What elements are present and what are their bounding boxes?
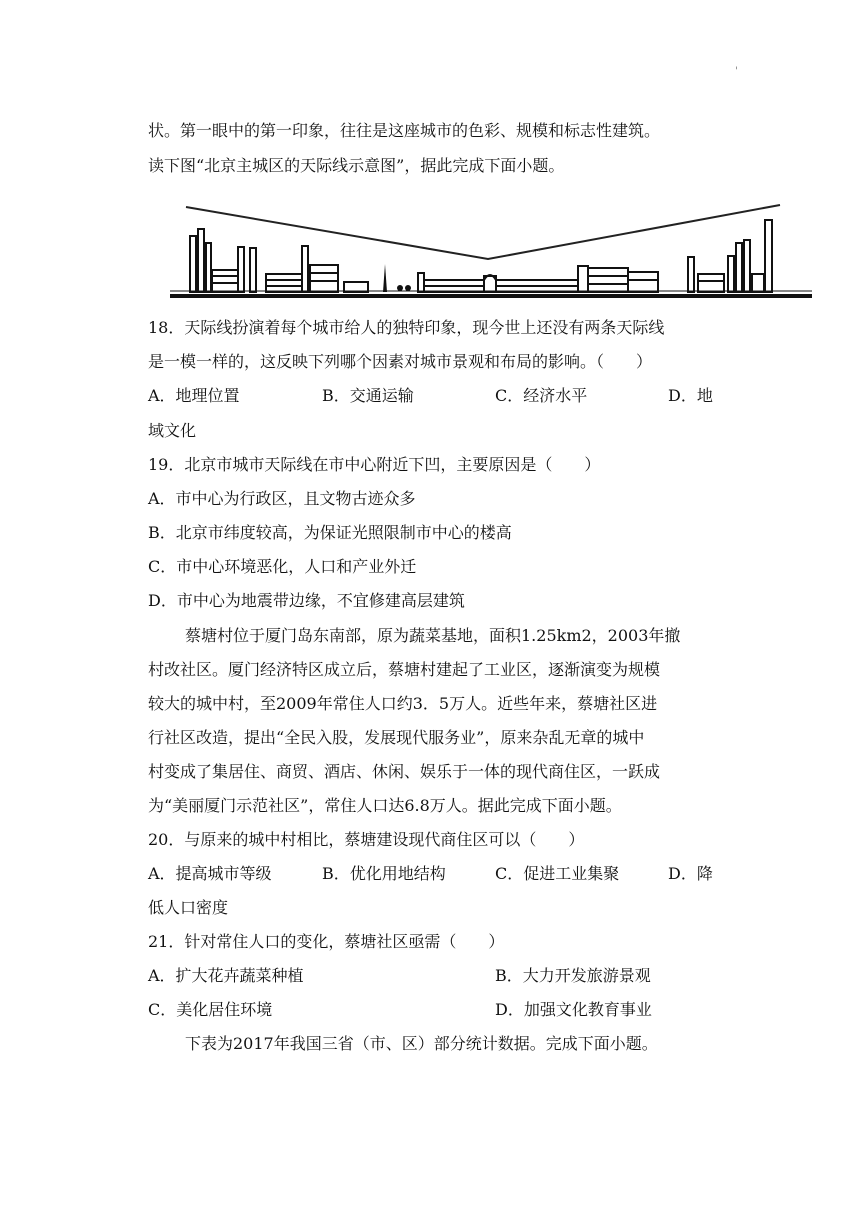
q20-option-c[interactable]: C．促进工业集聚 [495,864,620,883]
q21-option-a[interactable]: A．扩大花卉蔬菜种植 [148,966,304,985]
q19-option-d[interactable]: D．市中心为地震带边缘，不宜修建高层建筑 [148,591,465,610]
closing-line: 下表为2017年我国三省（市、区）部分统计数据。完成下面小题。 [185,1034,658,1053]
passage-line-4: 行社区改造，提出“全民入股，发展现代服务业”，原来杂乱无章的城中 [148,728,645,747]
q18-stem-line-1: 18．天际线扮演着每个城市给人的独特印象，现今世上还没有两条天际线 [148,318,665,337]
intro-line-1: 状。第一眼中的第一印象，往往是这座城市的色彩、规模和标志性建筑。 [148,121,661,140]
q18-option-d[interactable]: D．地 [668,386,713,405]
q20-stem: 20．与原来的城中村相比，蔡塘建设现代商住区可以（ ） [148,830,585,849]
q20-option-a[interactable]: A．提高城市等级 [148,864,272,883]
passage-line-2: 村改社区。厦门经济特区成立后，蔡塘村建起了工业区，逐渐演变为规模 [148,660,661,679]
q21-option-c[interactable]: C．美化居住环境 [148,1000,273,1019]
q21-option-b[interactable]: B．大力开发旅游景观 [495,966,651,985]
q19-option-c[interactable]: C．市中心环境恶化，人口和产业外迁 [148,557,417,576]
intro-line-2: 读下图“北京主城区的天际线示意图”，据此完成下面小题。 [148,156,565,175]
beijing-skyline-figure [168,198,814,300]
q18-stem-line-2: 是一模一样的，这反映下列哪个因素对城市景观和布局的影响。（ ） [148,352,653,371]
q18-option-c[interactable]: C．经济水平 [495,386,588,405]
q18-option-b[interactable]: B．交通运输 [322,386,414,405]
q20-option-d-wrap: 低人口密度 [148,898,229,917]
page-mark: ' [735,66,738,77]
q19-option-b[interactable]: B．北京市纬度较高，为保证光照限制市中心的楼高 [148,523,512,542]
q21-option-d[interactable]: D．加强文化教育事业 [495,1000,652,1019]
q18-option-d-wrap: 域文化 [148,421,197,440]
q18-option-a[interactable]: A．地理位置 [148,386,240,405]
q20-option-d[interactable]: D．降 [668,864,713,883]
q21-stem: 21．针对常住人口的变化，蔡塘社区亟需（ ） [148,932,505,951]
passage-line-3: 较大的城中村，至2009年常住人口约3．5万人。近些年来，蔡塘社区进 [148,694,658,713]
passage-line-1: 蔡塘村位于厦门岛东南部，原为蔬菜基地，面积1.25km2，2003年撤 [185,626,681,645]
q19-option-a[interactable]: A．市中心为行政区，且文物古迹众多 [148,489,416,508]
passage-line-5: 村变成了集居住、商贸、酒店、休闲、娱乐于一体的现代商住区，一跃成 [148,762,661,781]
q19-stem: 19．北京市城市天际线在市中心附近下凹，主要原因是（ ） [148,455,601,474]
q20-option-b[interactable]: B．优化用地结构 [322,864,446,883]
passage-line-6: 为“美丽厦门示范社区”，常住人口达6.8万人。据此完成下面小题。 [148,796,622,815]
